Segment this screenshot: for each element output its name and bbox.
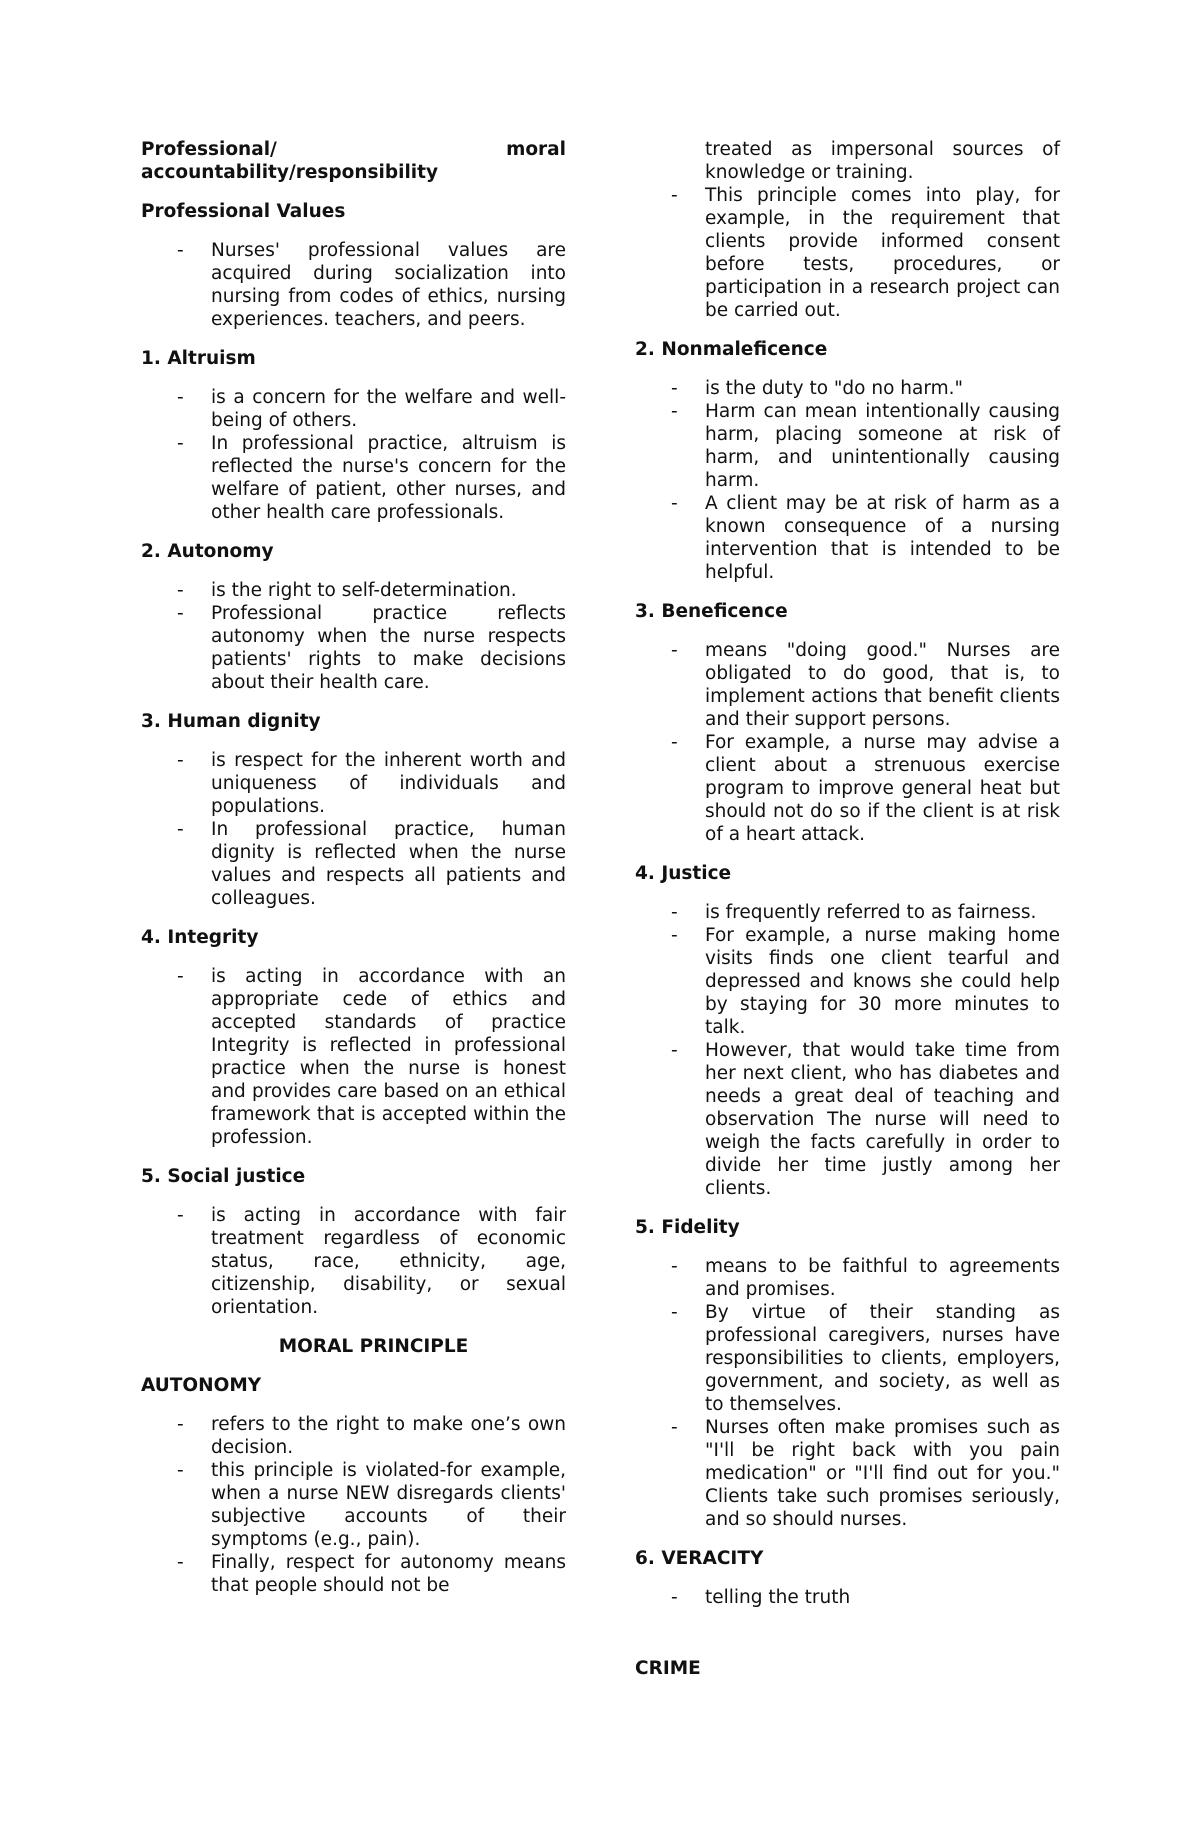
dash-marker: - <box>177 1552 184 1573</box>
left-column <box>141 138 566 1597</box>
list-item: - is the duty to "do no harm." <box>671 378 964 399</box>
list-item: - is a concern for the welfare and well-being of others. <box>177 387 566 431</box>
dash-marker: - <box>177 1460 184 1481</box>
heading-moral-principle: MORAL PRINCIPLE <box>278 1336 469 1357</box>
list-item: - telling the truth <box>671 1587 851 1608</box>
list-item: - Harm can mean intentionally causing harm, placing someone at risk of harm, and unintentionally causing harm. <box>671 401 1060 491</box>
dash-marker: - <box>671 640 678 661</box>
dash-marker: - <box>671 732 678 753</box>
title-part-2: moral <box>506 139 566 160</box>
heading-fidelity: 5. Fidelity <box>635 1217 740 1238</box>
dash-marker: - <box>671 1302 678 1323</box>
dash-marker: - <box>177 819 184 840</box>
list-professional-values <box>141 239 566 331</box>
list-justice <box>635 901 1060 1200</box>
list-integrity <box>141 965 566 1149</box>
list-item: - For example, a nurse may advise a client about a strenuous exercise program to improve general heat but should not do so if the client is at risk of a heart attack. <box>671 732 1060 845</box>
list-item: - In professional practice, human dignity is reflected when the nurse values and respects all patients and colleagues. <box>177 819 566 909</box>
list-autonomy <box>141 579 566 694</box>
heading-integrity: 4. Integrity <box>141 927 259 948</box>
dash-marker: - <box>177 240 184 261</box>
list-item: - This principle comes into play, for example, in the requirement that clients provide informed consent before tests, procedures, or participation in a research project can be carried out. <box>671 185 1060 321</box>
title-part-1: Professional/ <box>141 139 277 160</box>
heading-professional-values: Professional Values <box>141 201 346 222</box>
dash-marker: - <box>671 493 678 514</box>
list-item: - In professional practice, altruism is reflected the nurse's concern for the welfare of patient, other nurses, and other health care professionals. <box>177 433 566 523</box>
list-item: - is acting in accordance with fair treatment regardless of economic status, race, ethnicity, age, citizenship, disability, or sexual orientation. <box>177 1205 566 1318</box>
list-item: - is respect for the inherent worth and uniqueness of individuals and populations. <box>177 750 566 817</box>
document-title <box>141 138 566 161</box>
heading-social-justice: 5. Social justice <box>141 1166 306 1187</box>
list-item: - Finally, respect for autonomy means that people should not be <box>177 1552 566 1596</box>
list-item: - Nurses often make promises such as "I'll be right back with you pain medication" or "I'll find out for you." Clients take such promises seriously, and so should nurses. <box>671 1417 1060 1530</box>
heading-nonmaleficence: 2. Nonmaleficence <box>635 339 828 360</box>
document-title-line-2: accountability/responsibility <box>141 162 439 183</box>
heading-justice: 4. Justice <box>635 863 732 884</box>
list-fidelity <box>635 1255 1060 1531</box>
dash-marker: - <box>671 1040 678 1061</box>
list-item: - refers to the right to make one’s own decision. <box>177 1414 566 1458</box>
dash-marker: - <box>671 378 678 399</box>
heading-crime: CRIME <box>635 1658 701 1679</box>
dash-marker: - <box>177 1414 184 1435</box>
list-autonomy-principle <box>141 1413 566 1597</box>
list-social-justice <box>141 1204 566 1319</box>
list-veracity <box>635 1586 1060 1609</box>
list-item: - this principle is violated-for example, when a nurse NEW disregards clients' subjective accounts of their symptoms (e.g., pain). <box>177 1460 566 1550</box>
list-human-dignity <box>141 749 566 910</box>
list-autonomy-principle-cont <box>635 184 1060 322</box>
dash-marker: - <box>671 185 678 206</box>
heading-altruism: 1. Altruism <box>141 348 256 369</box>
list-nonmaleficence <box>635 377 1060 584</box>
dash-marker: - <box>177 433 184 454</box>
dash-marker: - <box>177 750 184 771</box>
heading-autonomy: 2. Autonomy <box>141 541 274 562</box>
list-item: - A client may be at risk of harm as a known consequence of a nursing intervention that is intended to be helpful. <box>671 493 1060 583</box>
list-item: - For example, a nurse making home visits finds one client tearful and depressed and knows she could help by staying for 30 more minutes to talk. <box>671 925 1060 1038</box>
list-altruism <box>141 386 566 524</box>
dash-marker: - <box>671 902 678 923</box>
list-item: - is frequently referred to as fairness. <box>671 902 1037 923</box>
dash-marker: - <box>671 1417 678 1438</box>
list-item: - Nurses' professional values are acquired during socialization into nursing from codes of ethics, nursing experiences. teachers, and peers. <box>177 240 566 330</box>
right-column <box>635 138 1060 1680</box>
heading-autonomy-principle: AUTONOMY <box>141 1375 262 1396</box>
list-item: - is the right to self-determination. <box>177 580 517 601</box>
list-item: - However, that would take time from her next client, who has diabetes and needs a great deal of teaching and observation The nurse will need to weigh the facts carefully in order to divide her time justly among her clients. <box>671 1040 1060 1199</box>
list-item-continued: treated as impersonal sources of knowledge or training. <box>705 139 1060 183</box>
list-item: - By virtue of their standing as professional caregivers, nurses have responsibilities to clients, employers, government, and society, as well as to themselves. <box>671 1302 1060 1415</box>
heading-beneficence: 3. Beneficence <box>635 601 788 622</box>
heading-human-dignity: 3. Human dignity <box>141 711 321 732</box>
list-item: - is acting in accordance with an appropriate cede of ethics and accepted standards of practice Integrity is reflected in professional practice when the nurse is honest and provides care based on an ethical framework that is accepted within the profession. <box>177 966 566 1148</box>
dash-marker: - <box>671 1256 678 1277</box>
list-autonomy-continued <box>635 138 1060 184</box>
dash-marker: - <box>177 966 184 987</box>
dash-marker: - <box>177 580 184 601</box>
heading-veracity: 6. VERACITY <box>635 1548 764 1569</box>
dash-marker: - <box>671 925 678 946</box>
dash-marker: - <box>177 387 184 408</box>
dash-marker: - <box>671 401 678 422</box>
list-item: - means to be faithful to agreements and promises. <box>671 1256 1060 1300</box>
dash-marker: - <box>177 1205 184 1226</box>
list-item: - Professional practice reflects autonomy when the nurse respects patients' rights to make decisions about their health care. <box>177 603 566 693</box>
dash-marker: - <box>671 1587 678 1608</box>
list-beneficence <box>635 639 1060 846</box>
list-item: - means "doing good." Nurses are obligated to do good, that is, to implement actions that benefit clients and their support persons. <box>671 640 1060 730</box>
dash-marker: - <box>177 603 184 624</box>
